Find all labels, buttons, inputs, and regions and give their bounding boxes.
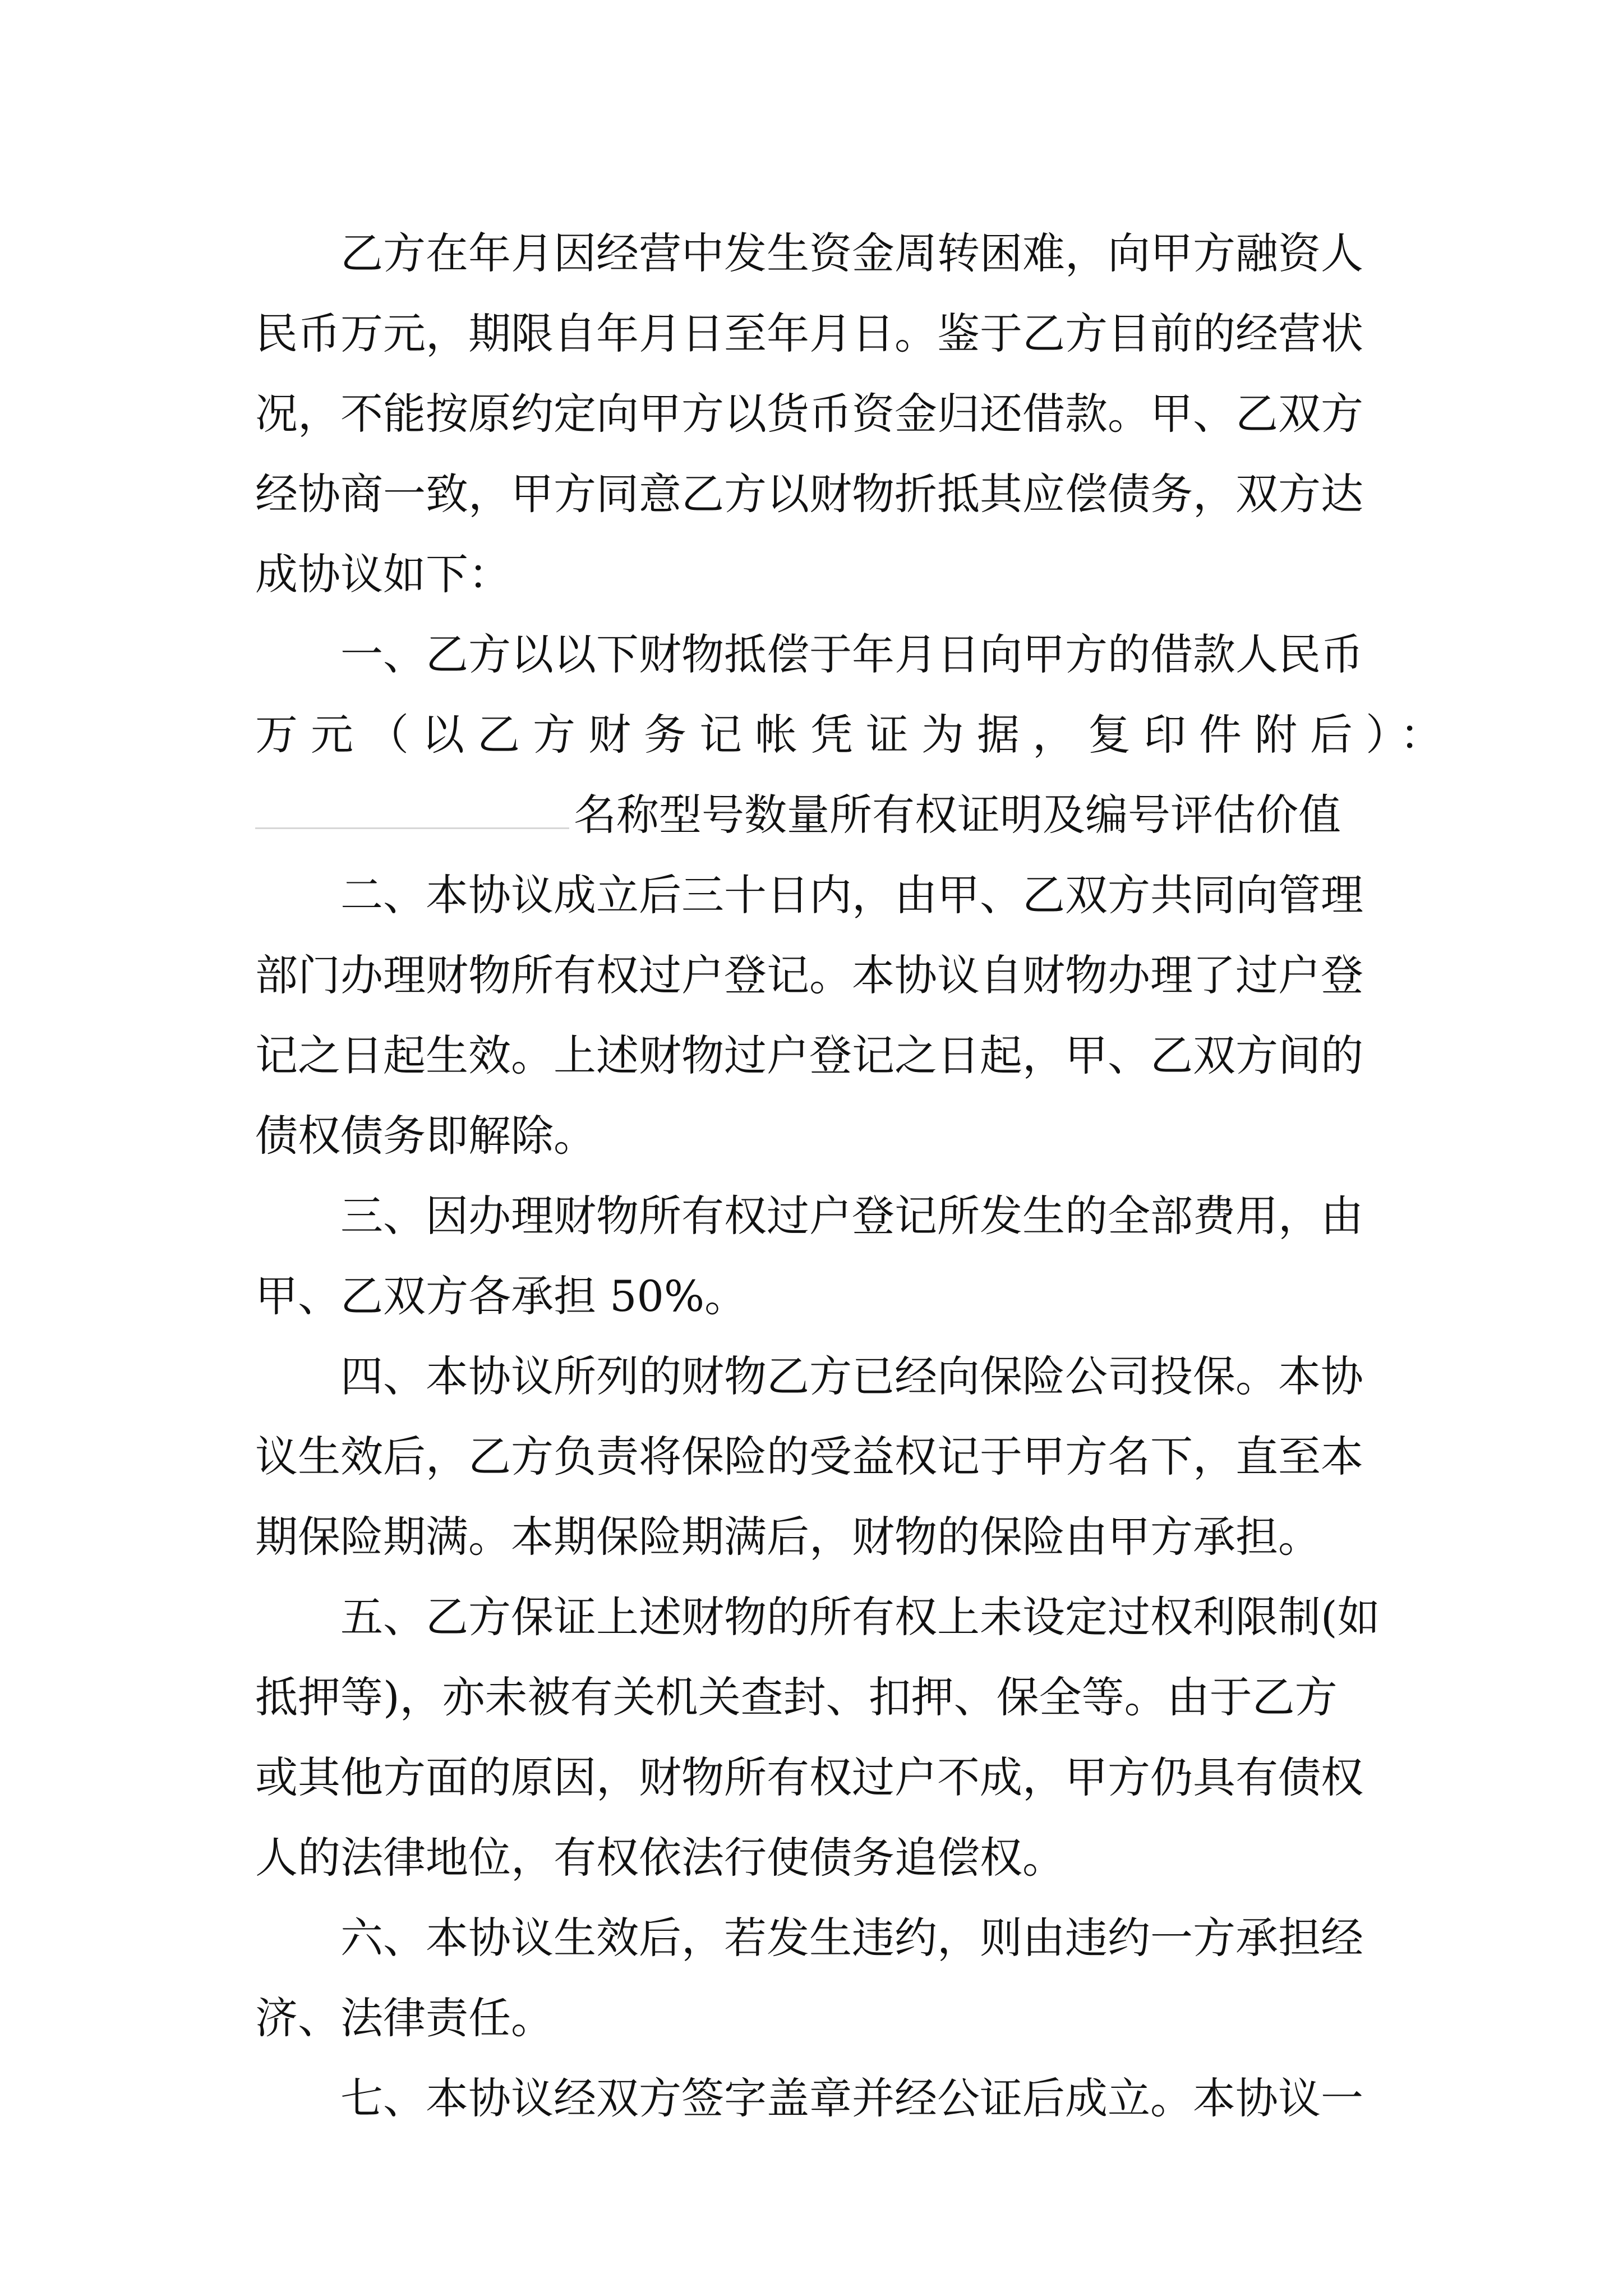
line-text: 五、乙方保证上述财物的所有权上未设定过权利限制(如 [340, 1592, 1380, 1642]
line-text: 债权债务即解除。 [255, 1111, 596, 1161]
paragraph-line [255, 1657, 1377, 1737]
line-text: 二、本协议成立后三十日内，由甲、乙双方共同向管理 [340, 870, 1363, 920]
paragraph-line [255, 935, 1377, 1015]
line-text: 三、因办理财物所有权过户登记所发生的全部费用，由 [340, 1191, 1363, 1241]
line-text: 况，不能按原约定向甲方以货币资金归还借款。甲、乙双方 [255, 389, 1363, 439]
line-text: 或其他方面的原因，财物所有权过户不成，甲方仍具有债权 [255, 1752, 1363, 1802]
line-text: 成协议如下： [255, 549, 511, 599]
paragraph-line [255, 1416, 1377, 1497]
line-text: 民币万元，期限自年月日至年月日。鉴于乙方目前的经营状 [255, 309, 1363, 358]
line-text: 万元（以乙方财务记帐凭证为据，复印件附后）： [255, 710, 1455, 760]
paragraph-line [255, 534, 1377, 614]
paragraph-line [255, 213, 1377, 293]
paragraph-line [255, 1256, 1377, 1336]
paragraph-line [255, 1497, 1377, 1577]
paragraph-line [255, 1818, 1377, 1898]
line-text: 济、法律责任。 [255, 1993, 554, 2043]
paragraph-line [255, 1336, 1377, 1416]
line-text: 七、本协议经双方签字盖章并经公证后成立。本协议一 [340, 2073, 1363, 2123]
line-text: 四、本协议所列的财物乙方已经向保险公司投保。本协 [340, 1351, 1363, 1401]
line-text: 抵押等)，亦未被有关机关查封、扣押、保全等。由于乙方 [255, 1672, 1338, 1722]
paragraph-line [255, 374, 1377, 454]
line-text: 经协商一致，甲方同意乙方以财物折抵其应偿债务，双方达 [255, 469, 1363, 519]
paragraph-line [255, 293, 1377, 374]
paragraph-line [255, 694, 1455, 775]
line-text: 一、乙方以以下财物抵偿于年月日向甲方的借款人民币 [340, 629, 1363, 679]
paragraph-line [255, 1015, 1377, 1096]
line-text: 六、本协议生效后，若发生违约，则由违约一方承担经 [340, 1913, 1363, 1963]
line-text: 人的法律地位，有权依法行使债务追偿权。 [255, 1833, 1065, 1883]
paragraph-line [255, 1978, 1377, 2058]
paragraph-line [255, 614, 1377, 694]
paragraph-line [255, 1577, 1380, 1657]
line-text: 部门办理财物所有权过户登记。本协议自财物办理了过户登 [255, 950, 1363, 1000]
paragraph-line [255, 1096, 1377, 1176]
line-text: 甲、乙双方各承担 50%。 [255, 1271, 748, 1321]
agreement-body [255, 213, 1455, 2138]
fill-in-blank [255, 826, 569, 829]
paragraph-line [255, 1737, 1377, 1818]
line-text: 记之日起生效。上述财物过户登记之日起，甲、乙双方间的 [255, 1030, 1363, 1080]
paragraph-line [255, 2058, 1377, 2138]
paragraph-line [255, 775, 1377, 855]
paragraph-line [255, 1898, 1377, 1978]
paragraph-line [255, 1176, 1377, 1256]
line-text: 议生效后，乙方负责将保险的受益权记于甲方名下，直至本 [255, 1432, 1363, 1481]
line-text: 乙方在年月因经营中发生资金周转困难，向甲方融资人 [340, 228, 1363, 278]
paragraph-line [255, 454, 1377, 534]
line-text: 期保险期满。本期保险期满后，财物的保险由甲方承担。 [255, 1512, 1321, 1562]
paragraph-line [255, 855, 1377, 935]
line-text: 名称型号数量所有权证明及编号评估价值 [574, 790, 1341, 840]
